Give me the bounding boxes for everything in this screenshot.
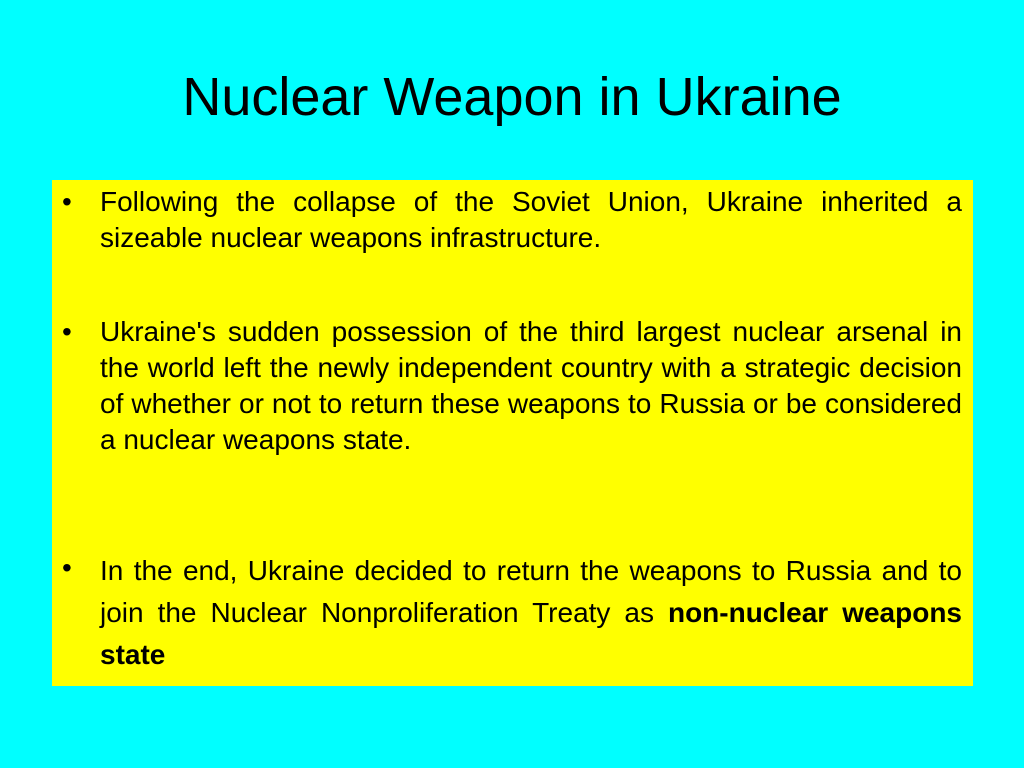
bullet-text: Following the collapse of the Soviet Union, Ukraine inherited a sizeable nuclear weapons infrastructure. [100, 186, 962, 253]
bullet-icon: • [62, 552, 72, 583]
bullet-text-regular: In the end, Ukraine decided to return the weapons to Russia and to join the Nuclear Nonproliferation Treaty as [100, 555, 962, 628]
bullet-text-bold: non-nuclear weapons state [100, 597, 962, 670]
bullet-icon: • [62, 186, 72, 217]
bullet-icon: • [62, 316, 72, 347]
slide-title: Nuclear Weapon in Ukraine [182, 67, 842, 127]
content-box [52, 180, 973, 686]
bullet-text: Ukraine's sudden possession of the third largest nuclear arsenal in the world left the newly independent country with a strategic decision of whether or not to return these weapons to Russia or be considered a nuclear weapons state. [100, 316, 962, 455]
bullet-text [100, 550, 962, 676]
